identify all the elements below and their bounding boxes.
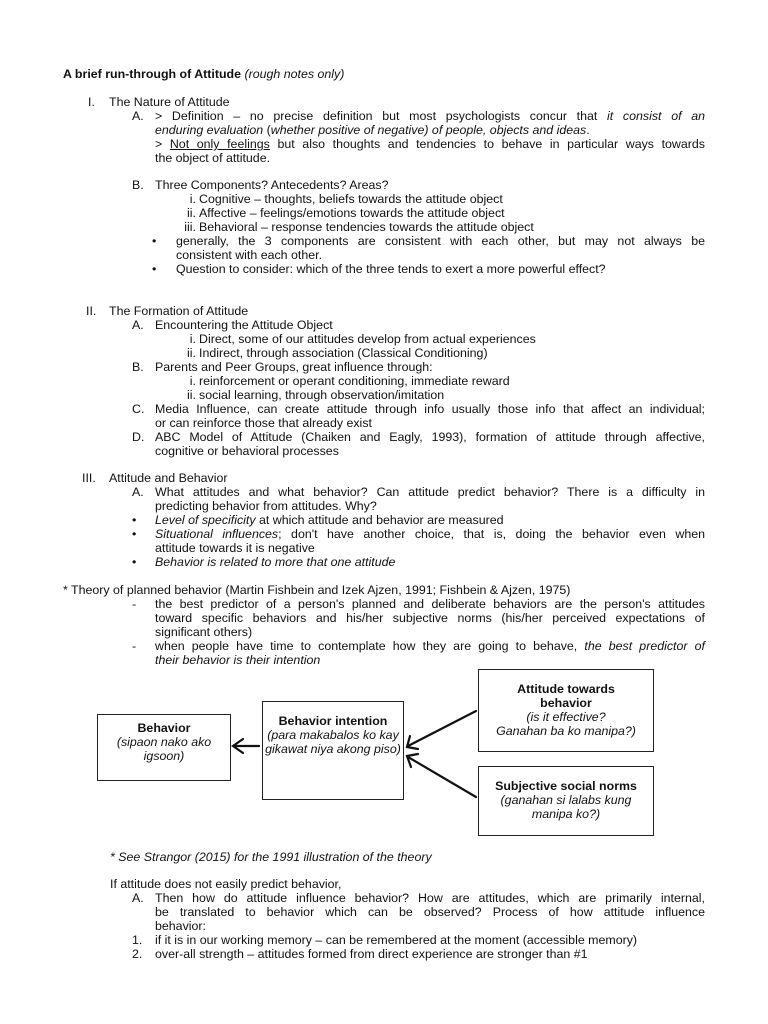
s1-a-line2-mid2: ) of people, objects and ideas: [424, 123, 587, 137]
s3-bullet-1-italic: Level of specificity: [155, 513, 256, 527]
s3-bullet-1-rest: at which attitude and behavior are measured: [255, 513, 504, 527]
theory-dash1-line2: toward specific behaviors and his/her subjective norms (his/her perceived expectations of: [155, 611, 705, 625]
closing-a-line2: be translated to behavior which can be observed? Process of how attitude influence: [155, 905, 705, 919]
section-3-heading: Attitude and Behavior: [109, 471, 228, 485]
s1-b-text: Three Components? Antecedents? Areas?: [155, 178, 389, 192]
s3-bullet-2-rest: ; don't have another choice, that is, doing the behavior even when: [278, 527, 705, 541]
theory-dash1-line3: significant others): [155, 625, 253, 639]
dash-marker: -: [132, 639, 137, 653]
section-1-number: I.: [88, 95, 95, 109]
norms-box-line1: (ganahan si lalabs kung: [500, 793, 632, 807]
s3-bullet-3: Behavior is related to more that one attitude: [155, 555, 396, 569]
bullet-icon: •: [132, 555, 137, 569]
s1-sub-3-num: iii.: [184, 220, 196, 234]
theory-dash2-text: when people have time to contemplate how they are going to behave,: [155, 639, 578, 653]
see-note: * See Strangor (2015) for the 1991 illustration of the theory: [110, 850, 432, 864]
s1-bullet-2: Question to consider: which of the three tends to exert a more powerful effect?: [176, 262, 606, 276]
closing-item-2-text: over-all strength – attitudes formed from direct experience are stronger than #1: [155, 947, 588, 961]
s1-bullet-1-line1: generally, the 3 components are consistent with each other, but may not always be: [176, 234, 705, 248]
bullet-icon: •: [132, 527, 137, 541]
s2-d-line1: ABC Model of Attitude (Chaiken and Eagly, 1993), formation of attitude through affective,: [155, 430, 705, 444]
s1-sub-1-text: Cognitive – thoughts, beliefs towards the attitude object: [199, 192, 503, 206]
closing-a-line1: Then how do attitude influence behavior? How are attitudes, which are primarily internal,: [155, 891, 705, 905]
section-2-heading: The Formation of Attitude: [109, 304, 249, 318]
s1-sub-1-num: i.: [189, 192, 196, 206]
s1-a-line2-it2: whether positive of negative: [270, 123, 425, 137]
s1-a-line1-italic: it consist of an: [607, 109, 705, 123]
s2-a-letter: A.: [132, 318, 144, 332]
section-3-number: III.: [82, 471, 96, 485]
s1-a-line3-pre: >: [155, 137, 170, 151]
bullet-icon: •: [132, 513, 137, 527]
intention-box-title: Behavior intention: [278, 714, 388, 728]
title-main: A brief run-through of Attitude: [63, 67, 242, 81]
s2-d-line2: cognitive or behavioral processes: [155, 444, 339, 458]
s1-a-line2-mid1: (: [263, 123, 271, 137]
s1-a-line2-it1: enduring evaluation: [155, 123, 264, 137]
s2-c-letter: C.: [132, 402, 145, 416]
s2-a-sub-1-text: Direct, some of our attitudes develop from actual experiences: [199, 332, 536, 346]
s2-d-letter: D.: [132, 430, 145, 444]
section-2-number: II.: [86, 304, 97, 318]
s1-sub-2-text: Affective – feelings/emotions towards the attitude object: [199, 206, 505, 220]
s2-a-sub-1-num: i.: [189, 332, 196, 346]
theory-dash1-line1: the best predictor of a person's planned and deliberate behaviors are the person's attitudes: [155, 597, 705, 611]
s3-bullet-2-italic: Situational influences: [155, 527, 279, 541]
arrow-attitude-to-intention: [408, 711, 476, 746]
bullet-icon: •: [152, 234, 157, 248]
dash-marker: -: [132, 597, 137, 611]
norms-box-title: Subjective social norms: [495, 779, 637, 793]
s2-b-letter: B.: [132, 360, 144, 374]
theory-dash2-italic: the best predictor of: [584, 639, 705, 653]
s2-b-sub-2-text: social learning, through observation/imitation: [199, 388, 445, 402]
s2-c-line2: or can reinforce those that already exist: [155, 416, 372, 430]
attitude-box-title2: behavior: [540, 696, 592, 710]
s1-a-line3-underline: Not only feelings: [169, 137, 270, 151]
bullet-icon: •: [152, 262, 157, 276]
s1-a-line2-end: .: [586, 123, 590, 137]
s1-a-line4: the object of attitude.: [155, 151, 271, 165]
attitude-box-title1: Attitude towards: [517, 682, 615, 696]
s3-a-line1: What attitudes and what behavior? Can attitude predict behavior? There is a difficulty in: [155, 485, 705, 499]
closing-item-1-num: 1.: [132, 933, 143, 947]
closing-item-2-num: 2.: [132, 947, 143, 961]
attitude-box-line1: (is it effective?: [526, 710, 606, 724]
s2-b-sub-1-num: i.: [189, 374, 196, 388]
closing-item-1-text: if it is in our working memory – can be remembered at the moment (accessible memory): [155, 933, 638, 947]
s3-a-letter: A.: [132, 485, 144, 499]
s1-a-line3-rest: but also thoughts and tendencies to behave in particular ways towards: [269, 137, 705, 151]
s3-a-line2: predicting behavior from attitudes. Why?: [155, 499, 377, 513]
arrow-norms-to-intention: [408, 757, 476, 797]
section-1-heading: The Nature of Attitude: [109, 95, 230, 109]
s2-c-line1: Media Influence, can create attitude through info usually those info that affect an individual;: [155, 402, 705, 416]
intention-box-line1: (para makabalos ko kay: [267, 728, 399, 742]
s1-sub-2-num: ii.: [187, 206, 196, 220]
s1-a-letter: A.: [132, 109, 144, 123]
behavior-box-title: Behavior: [137, 721, 191, 735]
s1-b-letter: B.: [132, 178, 144, 192]
closing-intro: If attitude does not easily predict behavior,: [110, 877, 342, 891]
theory-dash2-line2: their behavior is their intention: [155, 653, 321, 667]
s1-sub-3-text: Behavioral – response tendencies towards the attitude object: [199, 220, 534, 234]
closing-a-letter: A.: [132, 891, 144, 905]
s3-bullet-2-line2: attitude towards it is negative: [155, 541, 315, 555]
closing-a-line3: behavior:: [155, 919, 206, 933]
s2-a-sub-2-num: ii.: [187, 346, 196, 360]
s1-a-line1-text: > Definition – no precise definition but most psychologists concur that: [155, 109, 598, 123]
theory-line: * Theory of planned behavior (Martin Fishbein and Izek Ajzen, 1991; Fishbein & Ajzen, 1975): [63, 583, 571, 597]
title-note: (rough notes only): [244, 67, 345, 81]
behavior-box-line2: igsoon): [143, 749, 185, 763]
s2-a-text: Encountering the Attitude Object: [155, 318, 333, 332]
s1-bullet-1-line2: consistent with each other.: [176, 248, 323, 262]
s2-a-sub-2-text: Indirect, through association (Classical Conditioning): [199, 346, 488, 360]
norms-box-line2: manipa ko?): [531, 807, 601, 821]
attitude-box-line2: Ganahan ba ko manipa?): [496, 724, 636, 738]
s2-b-sub-2-num: ii.: [187, 388, 196, 402]
s2-b-sub-1-text: reinforcement or operant conditioning, immediate reward: [199, 374, 510, 388]
intention-box-line2: gikawat niya akong piso): [265, 742, 401, 756]
s2-b-text: Parents and Peer Groups, great influence through:: [155, 360, 433, 374]
behavior-box-line1: (sipaon nako ako: [116, 735, 212, 749]
